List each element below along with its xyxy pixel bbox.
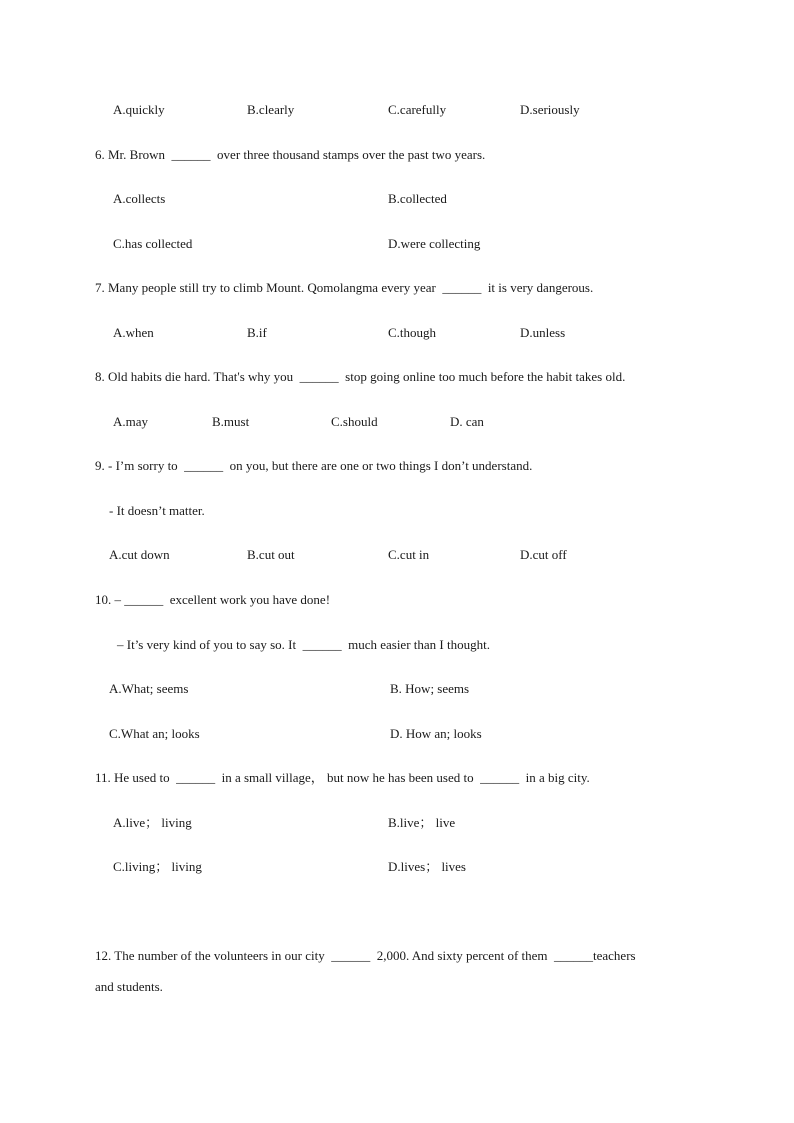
q5-option-c: C.carefully: [388, 102, 447, 117]
q10-option-a: A.What; seems: [109, 681, 189, 696]
q7-stem: 7. Many people still try to climb Mount. Qomolangma every year ______ it is very dangerous.: [95, 280, 594, 295]
q6-stem: 6. Mr. Brown ______ over three thousand stamps over the past two years.: [95, 147, 486, 162]
q8-option-c: C.should: [331, 414, 378, 429]
q7-option-c: C.though: [388, 325, 437, 340]
q11-stem: 11. He used to ______ in a small village， but now he has been used to ______ in a big city.: [95, 770, 590, 785]
q8-option-a: A.may: [113, 414, 149, 429]
q10-stem: 10. – ______ excellent work you have done!: [95, 592, 331, 607]
q12-stem-line1: 12. The number of the volunteers in our city ______ 2,000. And sixty percent of them ______teachers: [95, 948, 636, 963]
q9-stem: 9. - I’m sorry to ______ on you, but there are one or two things I don’t understand.: [95, 458, 533, 473]
q7-option-a: A.when: [113, 325, 154, 340]
q7-option-d: D.unless: [520, 325, 566, 340]
q11-option-c: C.living； living: [113, 859, 202, 874]
q6-option-b: B.collected: [388, 191, 447, 206]
q5-option-d: D.seriously: [520, 102, 580, 117]
q12-stem-line2: and students.: [95, 979, 163, 994]
q9-option-c: C.cut in: [388, 547, 430, 562]
q7-option-b: B.if: [247, 325, 267, 340]
q10-option-c: C.What an; looks: [109, 726, 200, 741]
q6-option-c: C.has collected: [113, 236, 193, 251]
q10-option-d: D. How an; looks: [390, 726, 482, 741]
q6-option-d: D.were collecting: [388, 236, 481, 251]
q9-reply: - It doesn’t matter.: [109, 503, 205, 518]
q9-option-d: D.cut off: [520, 547, 567, 562]
q10-reply: – It’s very kind of you to say so. It ______ much easier than I thought.: [117, 637, 490, 652]
q6-option-a: A.collects: [113, 191, 166, 206]
q8-option-b: B.must: [212, 414, 250, 429]
q11-option-d: D.lives； lives: [388, 859, 466, 874]
q8-option-d: D. can: [450, 414, 484, 429]
q11-option-a: A.live； living: [113, 815, 192, 830]
q5-option-b: B.clearly: [247, 102, 295, 117]
q9-option-a: A.cut down: [109, 547, 170, 562]
q5-option-a: A.quickly: [113, 102, 165, 117]
q11-option-b: B.live； live: [388, 815, 456, 830]
q9-option-b: B.cut out: [247, 547, 295, 562]
q8-stem: 8. Old habits die hard. That's why you ______ stop going online too much before the habit takes old.: [95, 369, 626, 384]
q10-option-b: B. How; seems: [390, 681, 470, 696]
